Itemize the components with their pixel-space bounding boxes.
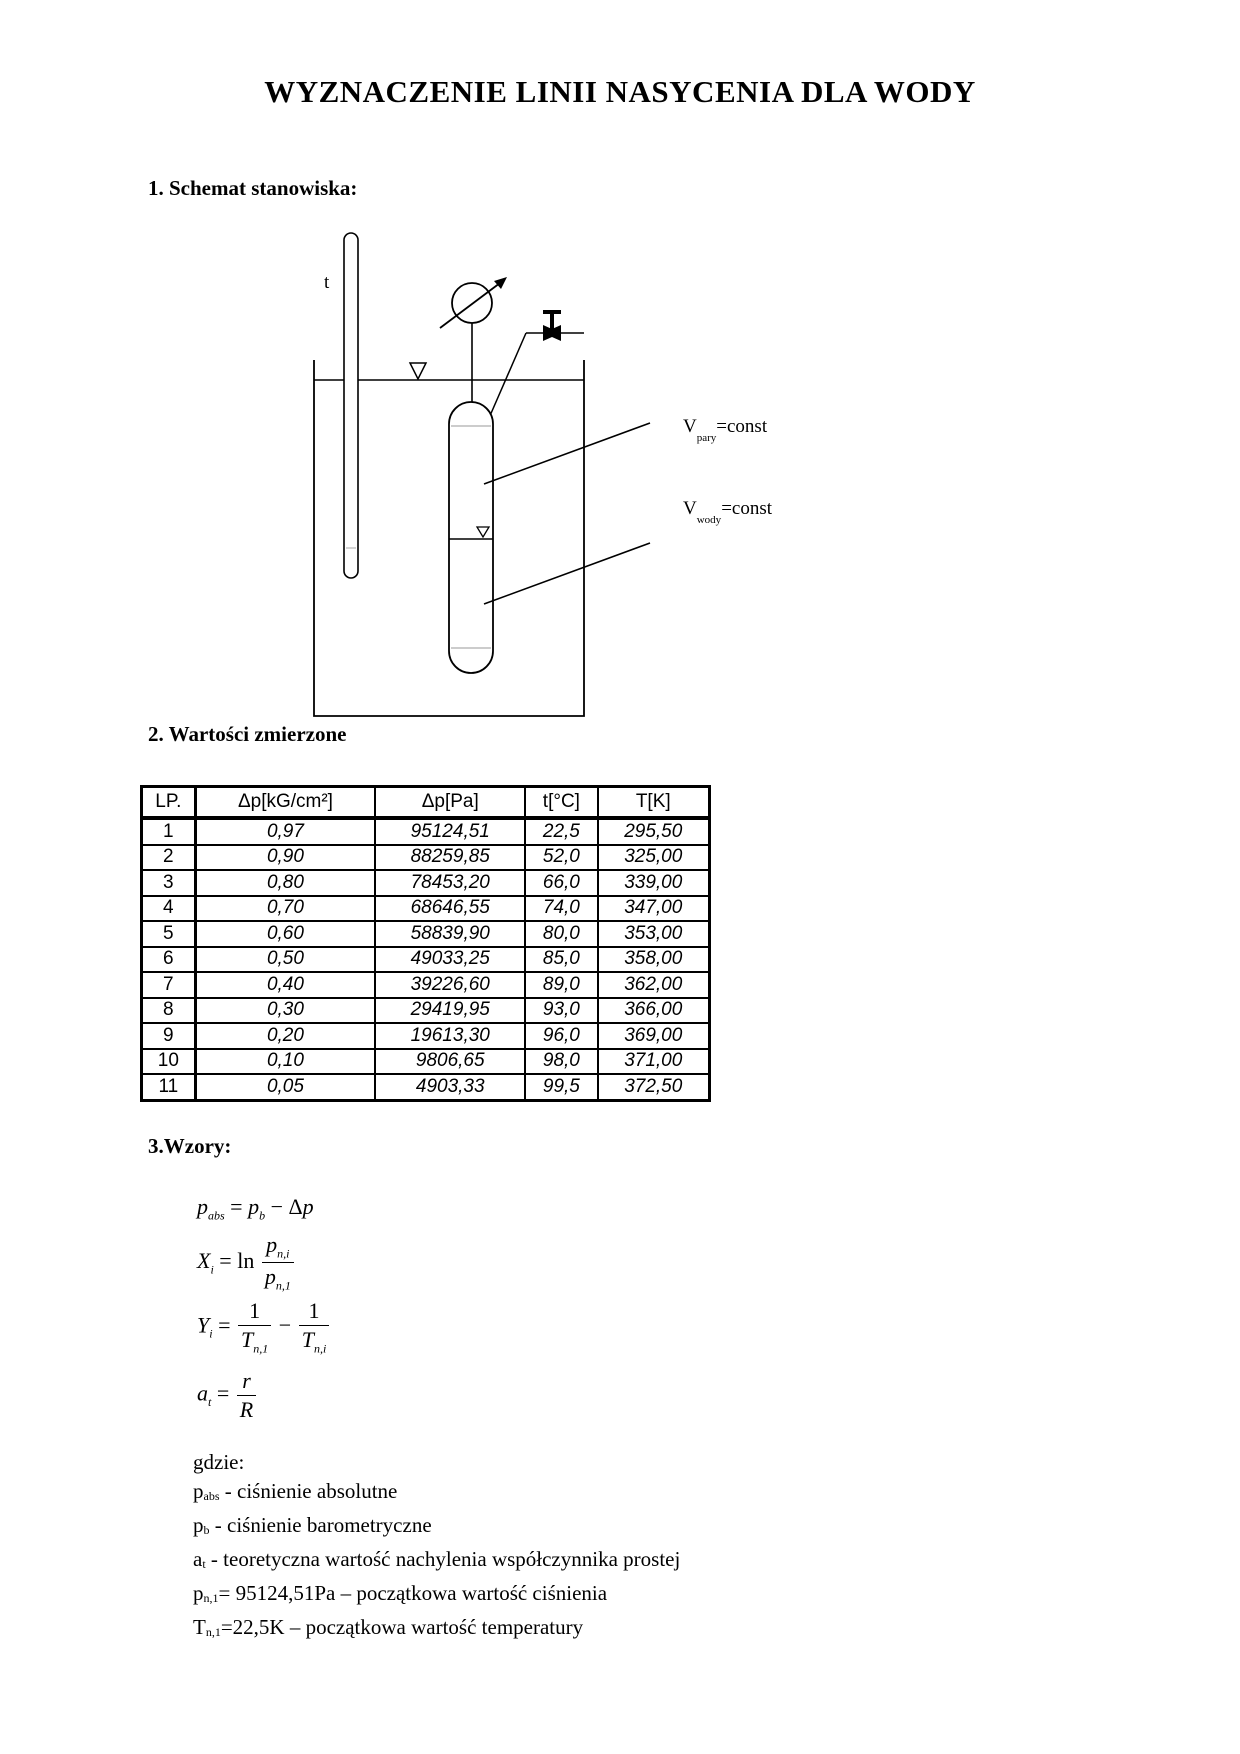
cell-lp: 6 (142, 947, 196, 973)
table-cell: 29419,95 (375, 998, 525, 1024)
v-wody-subscript: wody (696, 514, 722, 526)
table-cell: 0,70 (195, 896, 375, 922)
header-dp-pa: Δp[Pa] (375, 787, 525, 819)
svg-text:Vpary=const (683, 416, 768, 444)
table-cell: 347,00 (598, 896, 710, 922)
cell-lp: 9 (142, 1023, 196, 1049)
table-cell: 99,5 (525, 1074, 597, 1100)
table-cell: 93,0 (525, 998, 597, 1024)
table-row (142, 947, 710, 973)
legend-item-t-n1: Tn,1=22,5K – początkowa wartość temperatury (193, 1615, 584, 1639)
table-cell: 4903,33 (375, 1074, 525, 1100)
formula-a-t: $a_t$ = $\frac{r}{R}$ (197, 1368, 258, 1423)
table-cell: 66,0 (525, 870, 597, 896)
table-row (142, 1049, 710, 1075)
table-cell: 96,0 (525, 1023, 597, 1049)
table-row (142, 845, 710, 871)
legend-item-p-b: pb - ciśnienie barometryczne (193, 1513, 432, 1537)
table-cell: 98,0 (525, 1049, 597, 1075)
table-cell: 74,0 (525, 896, 597, 922)
table-cell: 358,00 (598, 947, 710, 973)
table-cell: 0,90 (195, 845, 375, 871)
table-cell: 0,30 (195, 998, 375, 1024)
apparatus-diagram (0, 0, 1240, 730)
legend-block (193, 1448, 680, 1647)
table-cell: 325,00 (598, 845, 710, 871)
table-header-row (142, 787, 710, 819)
table-cell: 0,10 (195, 1049, 375, 1075)
formula-p-abs: $p_{abs} = p_b - \Delta p$ (197, 1194, 314, 1223)
table-cell: 0,97 (195, 818, 375, 845)
table-cell: 0,80 (195, 870, 375, 896)
table-row (142, 921, 710, 947)
table-row (142, 1023, 710, 1049)
legend-item-p-abs: pabs - ciśnienie absolutne (193, 1479, 398, 1503)
cell-lp: 2 (142, 845, 196, 871)
section-heading-wzory: 3.Wzory: (148, 1134, 232, 1158)
legend-gdzie: gdzie: (193, 1450, 245, 1474)
table-cell: 95124,51 (375, 818, 525, 845)
cell-lp: 11 (142, 1074, 196, 1100)
v-wody-const: =const (721, 498, 773, 519)
table-row (142, 896, 710, 922)
legend-item-a-t: at - teoretyczna wartość nachylenia współczynnika prostej (193, 1547, 681, 1571)
table-cell: 88259,85 (375, 845, 525, 871)
table-cell: 68646,55 (375, 896, 525, 922)
table-cell: 39226,60 (375, 972, 525, 998)
cell-lp: 4 (142, 896, 196, 922)
formula-y-i: $Y_i$ = $\frac{1}{T_{n,1}}$ − $\frac{1}{T_{n,i}}$ (197, 1298, 331, 1356)
cell-lp: 5 (142, 921, 196, 947)
table-cell: 0,40 (195, 972, 375, 998)
table-cell: 58839,90 (375, 921, 525, 947)
table-cell: 49033,25 (375, 947, 525, 973)
table-cell: 52,0 (525, 845, 597, 871)
table-cell: 369,00 (598, 1023, 710, 1049)
table-row (142, 998, 710, 1024)
measuring-tube (449, 402, 493, 673)
table-cell: 19613,30 (375, 1023, 525, 1049)
thermometer (344, 233, 358, 578)
table-cell: 85,0 (525, 947, 597, 973)
manometer-arrow-head (494, 277, 507, 289)
table-cell: 80,0 (525, 921, 597, 947)
table-row (142, 1074, 710, 1100)
table-cell: 9806,65 (375, 1049, 525, 1075)
cell-lp: 1 (142, 818, 196, 845)
table-cell: 366,00 (598, 998, 710, 1024)
table-cell: 339,00 (598, 870, 710, 896)
table-cell: 0,20 (195, 1023, 375, 1049)
table-row (142, 870, 710, 896)
v-pary-const: =const (716, 416, 768, 437)
water-level-marker (410, 363, 426, 379)
measurements-table (140, 785, 711, 1102)
table-row (142, 972, 710, 998)
table-cell: 371,00 (598, 1049, 710, 1075)
table-cell: 22,5 (525, 818, 597, 845)
table-cell: 0,05 (195, 1074, 375, 1100)
legend-item-p-n1: pn,1= 95124,51Pa – początkowa wartość ciśnienia (193, 1581, 608, 1605)
table-cell: 89,0 (525, 972, 597, 998)
cell-lp: 7 (142, 972, 196, 998)
header-dp-kg: Δp[kG/cm²] (195, 787, 375, 819)
formula-x-i: $X_i = \ln$ $\frac{p_{n,i}}{p_{n,1}}$ (197, 1232, 296, 1294)
svg-text:Vwody=const (683, 498, 773, 526)
header-t-k: T[K] (598, 787, 710, 819)
section-heading-schemat: 1. Schemat stanowiska: (148, 176, 358, 200)
table-cell: 78453,20 (375, 870, 525, 896)
table-row (142, 818, 710, 845)
cell-lp: 3 (142, 870, 196, 896)
table-cell: 0,60 (195, 921, 375, 947)
cell-lp: 10 (142, 1049, 196, 1075)
table-cell: 372,50 (598, 1074, 710, 1100)
page-title: WYZNACZENIE LINII NASYCENIA DLA WODY (264, 74, 976, 109)
table-cell: 295,50 (598, 818, 710, 845)
cell-lp: 8 (142, 998, 196, 1024)
section-heading-wartosci: 2. Wartości zmierzone (148, 722, 347, 746)
table-cell: 362,00 (598, 972, 710, 998)
v-pary-symbol: V (683, 416, 697, 437)
table-cell: 353,00 (598, 921, 710, 947)
thermometer-label: t (324, 272, 330, 293)
header-t-c: t[°C] (525, 787, 597, 819)
header-lp: LP. (142, 787, 196, 819)
v-wody-symbol: V (683, 498, 697, 519)
table-cell: 0,50 (195, 947, 375, 973)
v-pary-subscript: pary (696, 432, 717, 444)
